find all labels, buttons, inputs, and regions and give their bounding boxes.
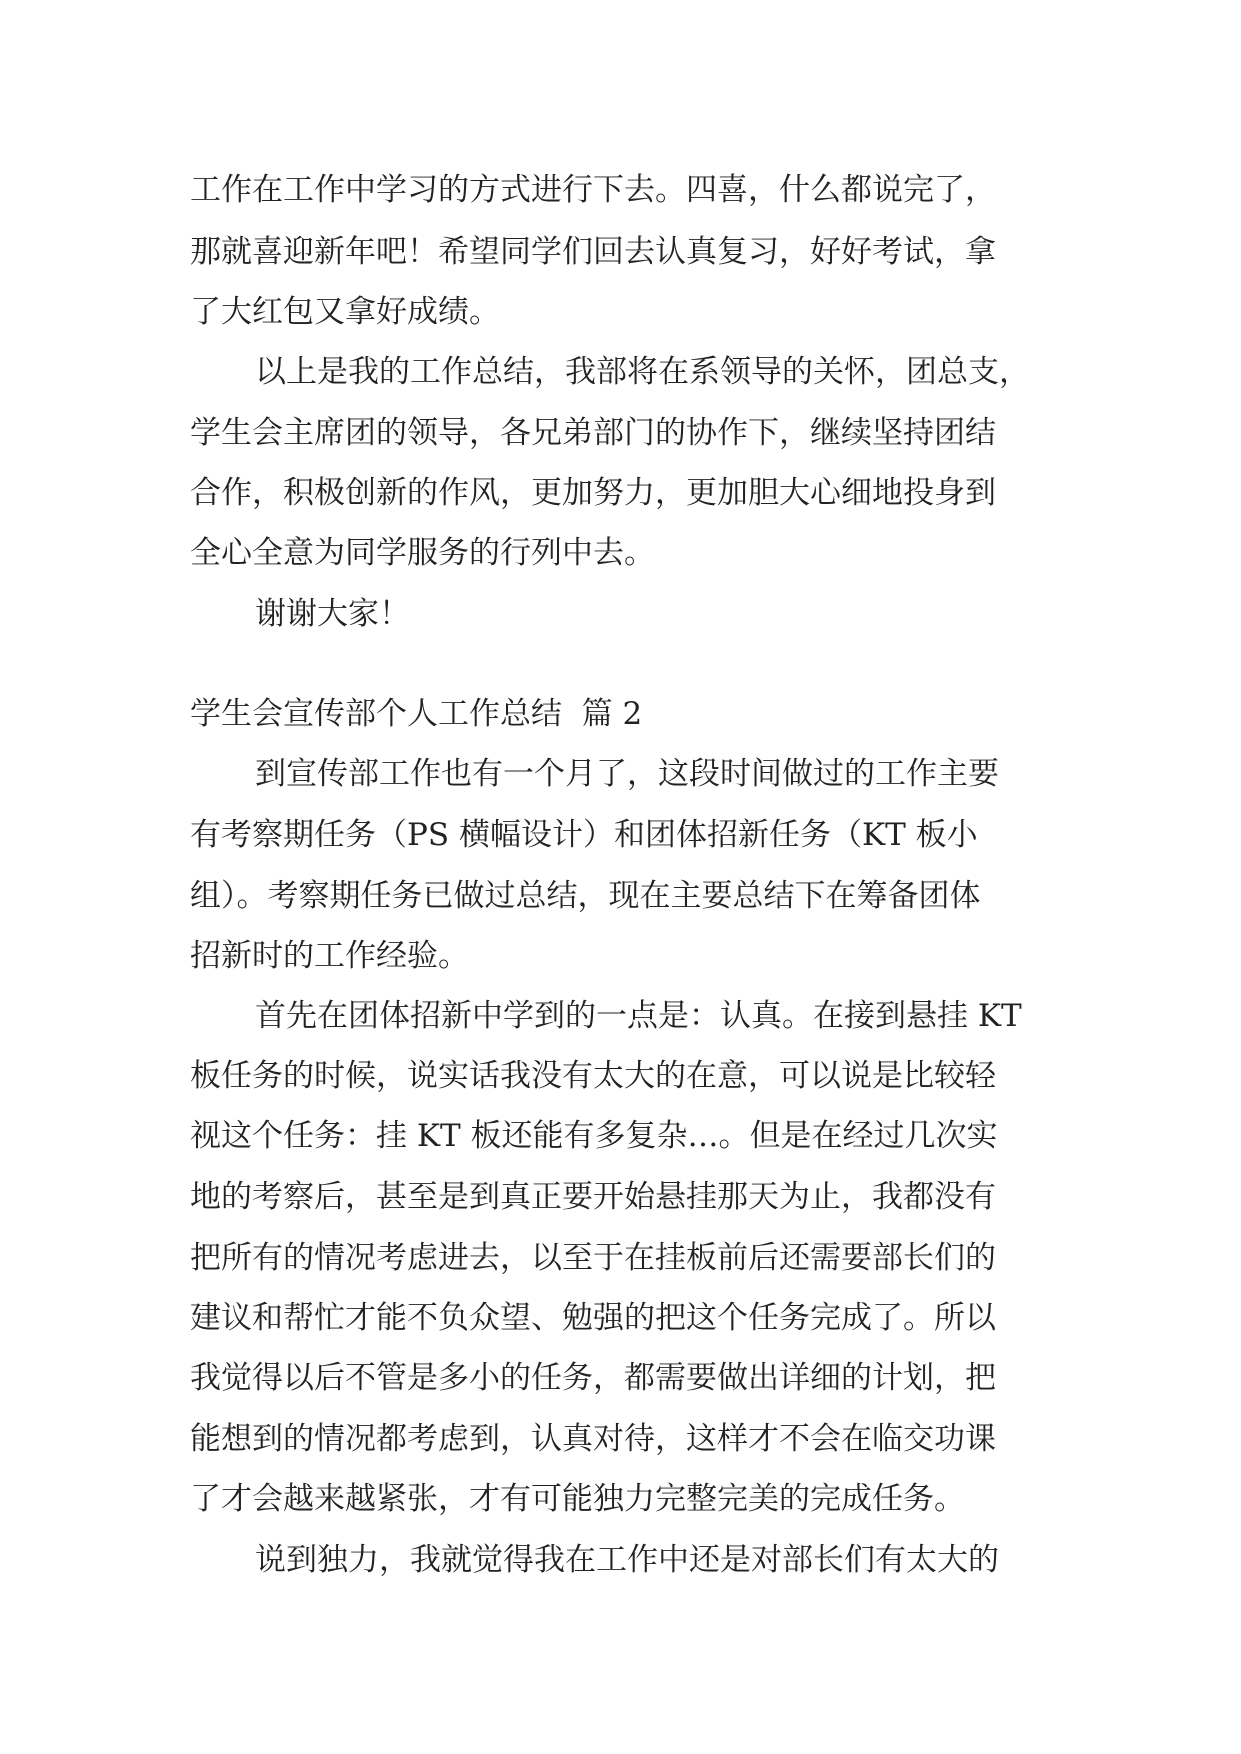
body-line: 首先在团体招新中学到的一点是：认真。在接到悬挂 KT <box>255 998 1022 1034</box>
body-line: 板任务的时候，说实话我没有太大的在意，可以说是比较轻 <box>190 1058 996 1094</box>
body-line: 了才会越来越紧张，才有可能独力完整完美的完成任务。 <box>190 1481 965 1517</box>
body-line: 以上是我的工作总结，我部将在系领导的关怀，团总支， <box>255 354 1030 390</box>
body-line: 工作在工作中学习的方式进行下去。四喜，什么都说完了， <box>190 172 996 208</box>
body-line: 学生会主席团的领导，各兄弟部门的协作下，继续坚持团结 <box>190 415 996 451</box>
body-line: 到宣传部工作也有一个月了，这段时间做过的工作主要 <box>255 756 999 792</box>
body-line: 地的考察后，甚至是到真正要开始悬挂那天为止，我都没有 <box>190 1179 996 1215</box>
body-line: 合作，积极创新的作风，更加努力，更加胆大心细地投身到 <box>190 475 996 511</box>
body-line: 建议和帮忙才能不负众望、勉强的把这个任务完成了。所以 <box>190 1300 996 1336</box>
body-line: 视这个任务：挂 KT 板还能有多复杂…。但是在经过几次实 <box>190 1118 998 1154</box>
body-line: 能想到的情况都考虑到，认真对待，这样才不会在临交功课 <box>190 1421 996 1457</box>
body-line: 了大红包又拿好成绩。 <box>190 294 500 330</box>
body-line: 我觉得以后不管是多小的任务，都需要做出详细的计划，把 <box>190 1360 996 1396</box>
body-line: 有考察期任务（PS 横幅设计）和团体招新任务（KT 板小 <box>190 817 978 853</box>
body-line: 招新时的工作经验。 <box>190 938 469 974</box>
body-line: 组）。考察期任务已做过总结，现在主要总结下在筹备团体 <box>190 878 981 914</box>
section-heading: 学生会宣传部个人工作总结 篇 2 <box>190 696 643 732</box>
body-line: 说到独力，我就觉得我在工作中还是对部长们有太大的 <box>255 1542 999 1578</box>
closing-line: 谢谢大家！ <box>255 596 410 632</box>
body-line: 把所有的情况考虑进去，以至于在挂板前后还需要部长们的 <box>190 1240 996 1276</box>
body-line: 那就喜迎新年吧！希望同学们回去认真复习，好好考试，拿 <box>190 234 996 270</box>
body-line: 全心全意为同学服务的行列中去。 <box>190 535 655 571</box>
